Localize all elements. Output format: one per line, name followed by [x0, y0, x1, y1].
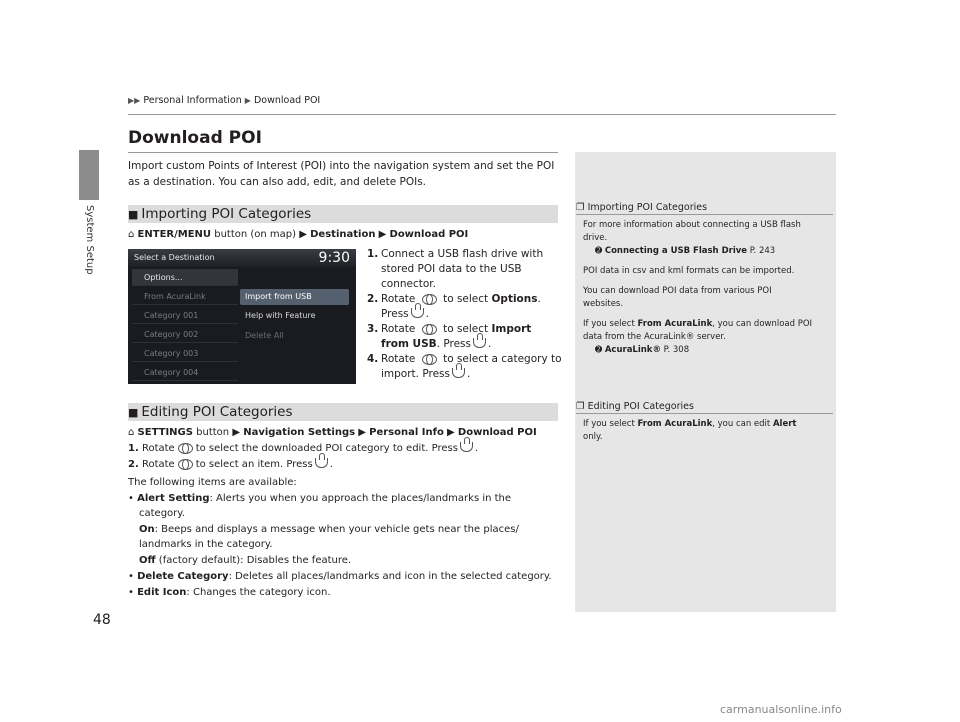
note-title-editing: ❐ Editing POI Categories	[576, 401, 694, 412]
arrow-right-icon: ▶	[358, 427, 366, 438]
bullet-icon: •	[128, 571, 134, 582]
alert-on-continued: landmarks in the category.	[139, 539, 273, 550]
note-marker-icon: ❐	[576, 401, 585, 412]
breadcrumb-arrow-icon: ▶	[244, 96, 251, 105]
screen-popup-item: Delete All	[245, 331, 284, 340]
interface-dial-icon	[422, 294, 437, 305]
section-tab-label: System Setup	[84, 205, 95, 275]
section-heading-importing: ■ Importing POI Categories	[128, 205, 558, 223]
press-dial-icon	[452, 368, 465, 378]
available-items-intro: The following items are available:	[128, 477, 297, 488]
interface-dial-icon	[178, 443, 193, 454]
cross-reference-link[interactable]: ➋ Connecting a USB Flash Drive P. 243	[595, 246, 776, 256]
page-number: 48	[93, 612, 111, 628]
menu-path-editing: ⌂ SETTINGS button ▶ Navigation Settings ▶ Personal Info ▶ Download POI	[128, 427, 537, 438]
title-divider	[128, 152, 558, 153]
screen-title: Select a Destination	[134, 253, 215, 262]
breadcrumb-item-personal-information: Personal Information	[143, 95, 242, 106]
press-dial-icon	[473, 338, 486, 348]
screen-popup-item: Help with Feature	[245, 311, 316, 320]
arrow-right-icon: ▶	[447, 427, 455, 438]
note-body-importing: For more information about connecting a USB flash drive. ➋ Connecting a USB Flash Drive P. 243 POI data in csv and kml formats can be imported. You can download POI data from various POI websites. If you select From AcuraLink, you can download POI data from the AcuraLink® server. ➋ AcuraLink® P. 308	[583, 219, 833, 357]
screen-options-popup	[240, 285, 352, 345]
step-4: 4. Rotate to select a category to import. Press .	[367, 353, 562, 380]
header-divider	[128, 114, 836, 115]
bullet-icon: •	[128, 587, 134, 598]
breadcrumb	[128, 95, 320, 106]
reference-arrow-icon: ➋	[595, 345, 603, 355]
menu-path-importing: ⌂ ENTER/MENU button (on map) ▶ Destination ▶ Download POI	[128, 229, 469, 240]
press-dial-icon	[460, 442, 473, 452]
screen-popup-item: Import from USB	[240, 289, 349, 305]
cross-reference-link[interactable]: ➋ AcuraLink® P. 308	[595, 345, 690, 355]
page-title: Download POI	[128, 128, 262, 148]
import-steps	[367, 247, 562, 382]
edit-icon-item: • Edit Icon: Changes the category icon.	[128, 587, 331, 598]
screen-list-item: Options...	[132, 269, 238, 286]
note-divider	[576, 214, 833, 215]
screen-list-item: Category 003	[132, 345, 238, 362]
note-body-editing: If you select From AcuraLink, you can edit Alert only.	[583, 419, 797, 442]
section-tab-marker	[79, 150, 99, 200]
intro-paragraph: Import custom Points of Interest (POI) into the navigation system and set the POI as a destination. You can also add, edit, and delete POIs.	[128, 160, 555, 188]
edit-step-2: 2. Rotate to select an item. Press .	[128, 459, 333, 470]
navigation-screen-image	[128, 249, 356, 384]
square-bullet-icon: ■	[128, 406, 139, 419]
screen-clock: 9:30	[318, 250, 350, 266]
alert-on-option: On: Beeps and displays a message when your vehicle gets near the places/	[139, 524, 519, 535]
breadcrumb-item-download-poi: Download POI	[253, 95, 321, 106]
arrow-right-icon: ▶	[299, 229, 307, 240]
interface-dial-icon	[422, 354, 437, 365]
reference-arrow-icon: ➋	[595, 246, 603, 256]
section-heading-editing: ■ Editing POI Categories	[128, 403, 558, 421]
arrow-right-icon: ▶	[232, 427, 241, 438]
home-icon: ⌂	[128, 229, 135, 240]
delete-category-item: • Delete Category: Deletes all places/landmarks and icon in the selected category.	[128, 571, 552, 582]
press-dial-icon	[411, 308, 424, 318]
screen-list-item: Category 002	[132, 326, 238, 343]
note-title-importing: ❐ Importing POI Categories	[576, 202, 708, 213]
alert-off-option: Off (factory default): Disables the feature.	[139, 555, 352, 566]
step-2: 2. Rotate to select Options. Press .	[367, 293, 541, 320]
breadcrumb-arrow-icon: ▶▶	[128, 96, 141, 105]
press-dial-icon	[315, 458, 328, 468]
square-bullet-icon: ■	[128, 208, 139, 221]
watermark: carmanualsonline.info	[720, 703, 842, 716]
note-divider	[576, 413, 833, 414]
step-1: 1. Connect a USB flash drive with stored POI data to the USB connector.	[367, 248, 544, 290]
note-marker-icon: ❐	[576, 202, 585, 213]
edit-step-1: 1. Rotate to select the downloaded POI category to edit. Press .	[128, 443, 479, 454]
alert-setting-continued: category.	[139, 508, 185, 519]
screen-list-item: From AcuraLink	[132, 288, 238, 305]
step-3: 3. Rotate to select Import from USB. Press .	[367, 323, 532, 350]
screen-list-item: Category 004	[132, 364, 238, 381]
interface-dial-icon	[422, 324, 437, 335]
home-icon: ⌂	[128, 427, 135, 438]
interface-dial-icon	[178, 459, 193, 470]
alert-setting-item: • Alert Setting: Alerts you when you approach the places/landmarks in the	[128, 493, 512, 504]
bullet-icon: •	[128, 493, 134, 504]
screen-list-item: Category 001	[132, 307, 238, 324]
arrow-right-icon: ▶	[378, 229, 387, 240]
